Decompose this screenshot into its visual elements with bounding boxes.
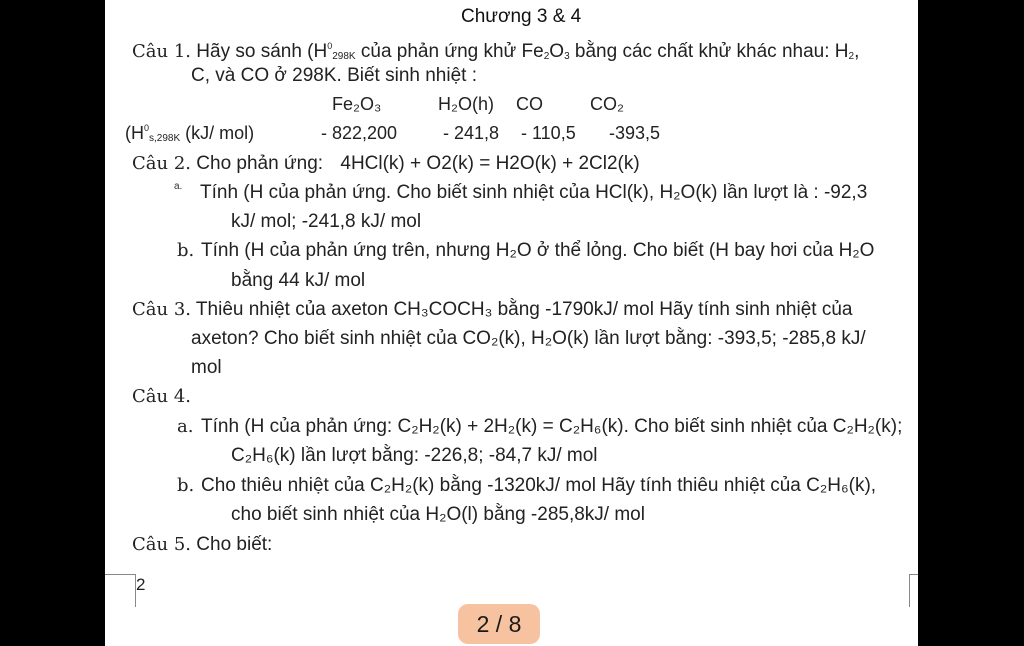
question-3-line-1: Câu 3. Thiêu nhiệt của axeton CH₃COCH₃ bằng -1790kJ/ mol Hãy tính sinh nhiệt của [132,299,853,320]
chapter-title: Chương 3 & 4 [461,6,582,27]
question-2b-line-2: bằng 44 kJ/ mol [231,270,366,291]
question-3-label: Câu 3. [132,299,191,320]
question-2a-line-1: Tính (H của phản ứng. Cho biết sinh nhiệt của HCl(k), H₂O(k) lần lượt là : -92,3 [200,182,868,203]
table-header-co: CO [516,94,543,114]
question-2-equation: 4HCl(k) + O2(k) = H2O(k) + 2Cl2(k) [340,153,640,174]
question-1-label: Câu 1. [132,41,191,62]
table-value-co2: -393,5 [609,123,661,143]
question-2-label: Câu 2. [132,153,191,174]
table-value-h2o: - 241,8 [443,123,500,143]
question-1-line-1: Câu 1. Hãy so sánh ($H^0_{298K}$ của phản ứng khử $Fe_2O_3$ bằng các chất khử khác nhau: $H_2$, [132,41,860,62]
question-4a-line-2: C₂H₆(k) lần lượt bằng: -226,8; -84,7 kJ/ mol [231,445,598,466]
footer-corner-left [105,574,136,607]
table-value-fe2o3: - 822,200 [321,123,398,143]
question-4-label: Câu 4. [132,386,191,407]
table-header-fe2o3: Fe₂O₃ [332,94,382,114]
question-4a-marker: a. [177,416,194,437]
table-header-h2o: H₂O(h) [438,94,494,114]
question-4b-line-1: Cho thiêu nhiệt của C₂H₂(k) bằng -1320kJ/ mol Hãy tính thiêu nhiệt của C₂H₆(k), [201,475,877,496]
table-header-co2: CO₂ [590,94,624,114]
question-2a-marker: a. [174,181,183,192]
question-5-line: Câu 5. Cho biết: [132,534,273,555]
question-3-line-2: axeton? Cho biết sinh nhiệt của CO₂(k), H₂O(k) lần lượt bằng: -393,5; -285,8 kJ/ [191,328,866,349]
question-3-line-3: mol [191,357,222,378]
question-2b-marker: b. [177,240,195,261]
table-value-co: - 110,5 [521,123,576,143]
question-2b-line-1: Tính (H của phản ứng trên, nhưng H₂O ở thể lỏng. Cho biết (H bay hơi của H₂O [201,240,875,261]
page-indicator[interactable]: 2 / 8 [458,604,540,644]
document-page [105,0,918,646]
question-5-label: Câu 5. [132,534,191,555]
footer-corner-right [909,574,918,607]
footer-page-number: 2 [136,575,146,594]
question-4b-line-2: cho biết sinh nhiệt của H₂O(l) bằng -285,8kJ/ mol [231,504,645,525]
question-2-line: Câu 2. Cho phản ứng: 4HCl(k) + O2(k) = H2O(k) + 2Cl2(k) [132,153,640,174]
question-4b-marker: b. [177,475,195,496]
question-2a-line-2: kJ/ mol; -241,8 kJ/ mol [231,211,422,232]
question-4a-line-1: Tính (H của phản ứng: C₂H₂(k) + 2H₂(k) = C₂H₆(k). Cho biết sinh nhiệt của C₂H₂(k); [201,416,903,437]
question-1-line-2: C, và CO ở 298K. Biết sinh nhiệt : [191,65,477,86]
table-row-label: ($H^0_{s,298K}$ (kJ/ mol) [125,123,255,144]
